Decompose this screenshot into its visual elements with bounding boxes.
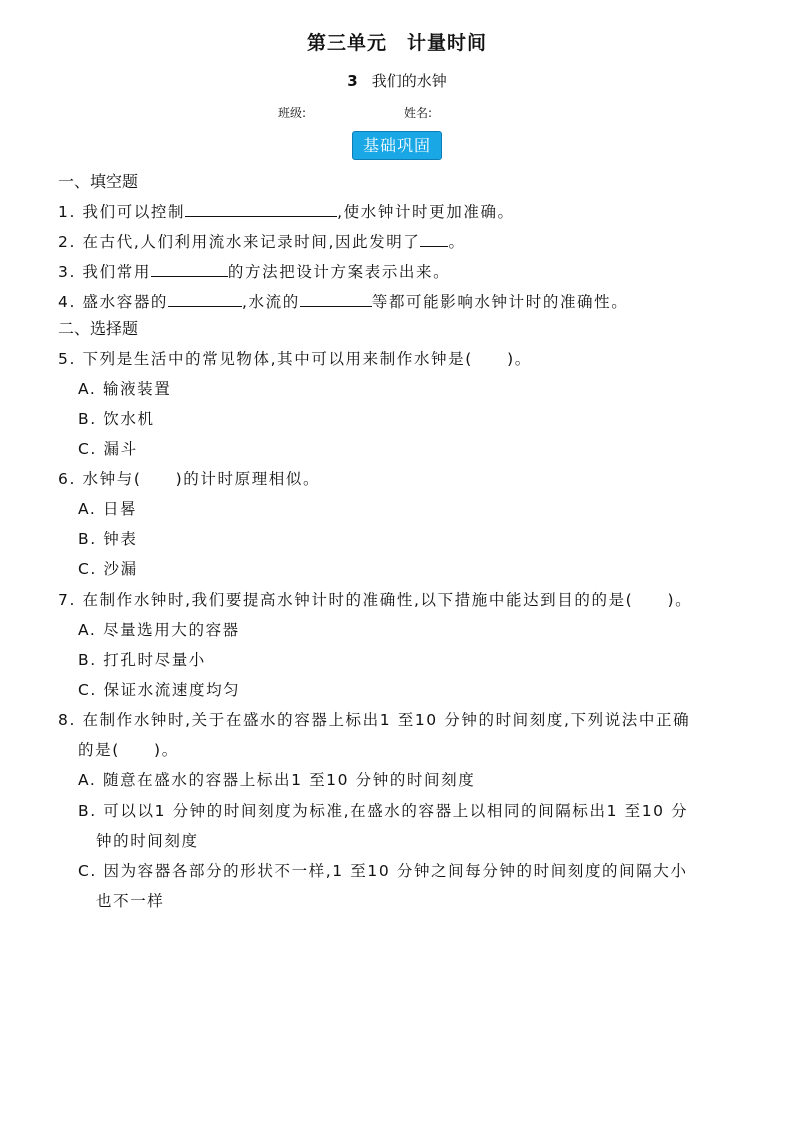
question-7-option-c[interactable]: C. 保证水流速度均匀	[78, 681, 241, 699]
answer-blank[interactable]	[420, 231, 448, 247]
question-3-text-b: 的方法把设计方案表示出来。	[227, 263, 451, 281]
question-4-text-a: 4. 盛水容器的	[58, 293, 169, 311]
question-2	[58, 230, 466, 252]
question-8-stem-line-1: 8. 在制作水钟时,关于在盛水的容器上标出1 至10 分钟的时间刻度,下列说法中正确	[58, 711, 691, 729]
question-7-option-a[interactable]: A. 尽量选用大的容器	[78, 621, 240, 639]
question-7-option-b[interactable]: B. 打孔时尽量小	[78, 651, 206, 669]
question-4-text-c: 等都可能影响水钟计时的准确性。	[371, 293, 629, 311]
question-8-option-c-line-1[interactable]: C. 因为容器各部分的形状不一样,1 至10 分钟之间每分钟的时间刻度的间隔大小	[78, 862, 688, 880]
lesson-title-row	[0, 70, 794, 91]
question-1	[58, 200, 515, 222]
unit-title: 第三单元 计量时间	[306, 32, 487, 54]
question-6-option-b[interactable]: B. 钟表	[78, 530, 138, 548]
question-8-option-b-line-2[interactable]: 钟的时间刻度	[96, 832, 199, 850]
answer-blank[interactable]	[300, 291, 372, 307]
lesson-title: 我们的水钟	[371, 72, 447, 90]
lesson-number: 3	[347, 72, 358, 90]
answer-blank[interactable]	[151, 261, 228, 277]
question-8-option-a[interactable]: A. 随意在盛水的容器上标出1 至10 分钟的时间刻度	[78, 771, 476, 789]
name-label: 姓名:	[404, 106, 433, 120]
section-heading-choice: 二、选择题	[58, 319, 139, 338]
question-8-option-b-line-1[interactable]: B. 可以以1 分钟的时间刻度为标准,在盛水的容器上以相同的间隔标出1 至10 分	[78, 802, 689, 820]
question-2-text-b: 。	[448, 233, 466, 251]
question-1-text-b: ,使水钟计时更加准确。	[337, 203, 515, 221]
question-5-stem: 5. 下列是生活中的常见物体,其中可以用来制作水钟是( )。	[58, 350, 532, 368]
section-heading-fill: 一、填空题	[58, 172, 139, 191]
question-8-stem-line-2: 的是( )。	[78, 741, 179, 759]
class-label: 班级:	[278, 106, 307, 120]
question-4	[58, 290, 628, 312]
question-5-option-a[interactable]: A. 输液装置	[78, 380, 172, 398]
answer-blank[interactable]	[185, 201, 337, 217]
question-3-text-a: 3. 我们常用	[58, 263, 151, 281]
question-8-option-c-line-2[interactable]: 也不一样	[96, 892, 165, 910]
question-6-stem: 6. 水钟与( )的计时原理相似。	[58, 470, 321, 488]
question-5-option-b[interactable]: B. 饮水机	[78, 410, 155, 428]
question-5-option-c[interactable]: C. 漏斗	[78, 440, 138, 458]
question-2-text-a: 2. 在古代,人们利用流水来记录时间,因此发明了	[58, 233, 421, 251]
question-4-text-b: ,水流的	[242, 293, 300, 311]
question-6-option-c[interactable]: C. 沙漏	[78, 560, 138, 578]
section-badge: 基础巩固	[352, 131, 442, 160]
answer-blank[interactable]	[168, 291, 242, 307]
question-3	[58, 260, 450, 282]
question-1-text-a: 1. 我们可以控制	[58, 203, 186, 221]
question-7-stem: 7. 在制作水钟时,我们要提高水钟计时的准确性,以下措施中能达到目的的是( )。	[58, 591, 693, 609]
question-6-option-a[interactable]: A. 日晷	[78, 500, 138, 518]
